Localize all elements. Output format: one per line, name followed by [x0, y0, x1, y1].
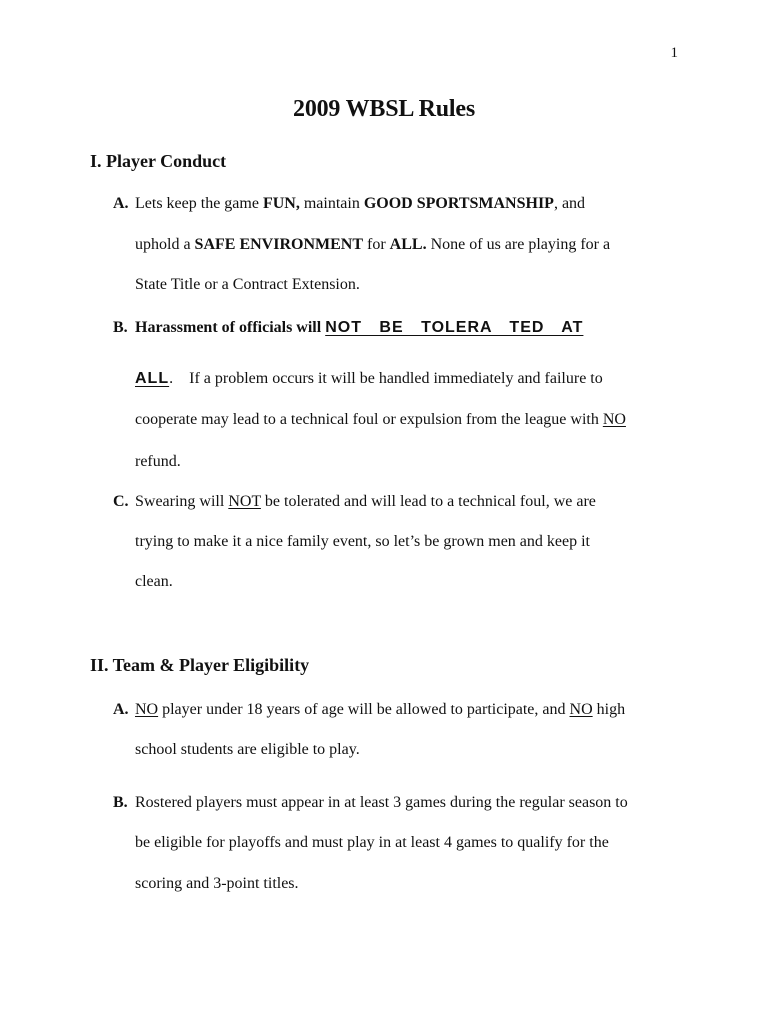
underlined-text: NO: [569, 701, 593, 718]
page-number: 1: [670, 45, 678, 61]
rule-1b-line-4: refund.: [135, 453, 181, 470]
rule-1a-line-3: State Title or a Contract Extension.: [135, 276, 360, 293]
underlined-text: NO: [602, 411, 626, 428]
rule-1b-line-1: [135, 318, 583, 338]
underlined-text: NO: [135, 701, 159, 718]
rule-2b-line-3: scoring and 3-point titles.: [135, 875, 299, 892]
underlined-emphasis: NOT BE TOLERA TED AT: [325, 319, 584, 336]
rule-1c-line-1: [135, 492, 596, 512]
rule-text: uphold a: [135, 236, 195, 253]
rule-2a-line-2: school students are eligible to play.: [135, 741, 360, 758]
item-label-1b: B.: [113, 319, 128, 336]
rule-1b-line-3: [135, 410, 626, 430]
rule-text: cooperate may lead to a technical foul or expulsion from the league with: [135, 411, 603, 428]
rule-text: Lets keep the game: [135, 195, 263, 212]
emphasis-text: FUN,: [262, 195, 300, 212]
rule-text: for: [363, 236, 390, 253]
rule-text: , and: [553, 195, 586, 212]
rule-text: None of us are playing for a: [426, 236, 611, 253]
section-heading-eligibility: II. Team & Player Eligibility: [90, 655, 310, 675]
emphasis-text: ALL.: [389, 236, 427, 253]
item-label-1c: C.: [113, 493, 129, 510]
rule-text: player under 18 years of age will be allowed to participate, and: [158, 701, 570, 718]
rule-text: Harassment of officials will: [135, 319, 326, 336]
rule-1c-line-3: clean.: [135, 573, 173, 590]
section-heading-player-conduct: I. Player Conduct: [90, 151, 227, 171]
emphasis-text: GOOD SPORTSMANSHIP: [363, 195, 554, 212]
rule-2b-line-2: be eligible for playoffs and must play in at least 4 games to qualify for the: [135, 834, 609, 851]
rule-text: high: [592, 701, 626, 718]
document-title: 2009 WBSL Rules: [293, 96, 475, 122]
rule-text: Swearing will: [135, 493, 229, 510]
rule-1a-line-2: [135, 235, 610, 255]
item-label-2a: A.: [113, 701, 129, 718]
rule-text: . If a problem occurs it will be handled immediately and failure to: [169, 370, 603, 387]
rule-2a-line-1: [135, 700, 625, 720]
item-label-2b: B.: [113, 794, 128, 811]
underlined-text: NOT: [228, 493, 261, 510]
rule-text: maintain: [299, 195, 364, 212]
rule-1c-line-2: trying to make it a nice family event, so let’s be grown men and keep it: [135, 533, 590, 550]
item-label-1a: A.: [113, 195, 129, 212]
rule-text: be tolerated and will lead to a technical foul, we are: [260, 493, 596, 510]
underlined-emphasis: ALL: [135, 370, 170, 387]
emphasis-text: SAFE ENVIRONMENT: [194, 236, 364, 253]
rule-1b-line-2: [135, 369, 603, 389]
rule-2b-line-1: Rostered players must appear in at least 3 games during the regular season to: [135, 794, 628, 811]
rule-1a-line-1: [135, 194, 585, 214]
